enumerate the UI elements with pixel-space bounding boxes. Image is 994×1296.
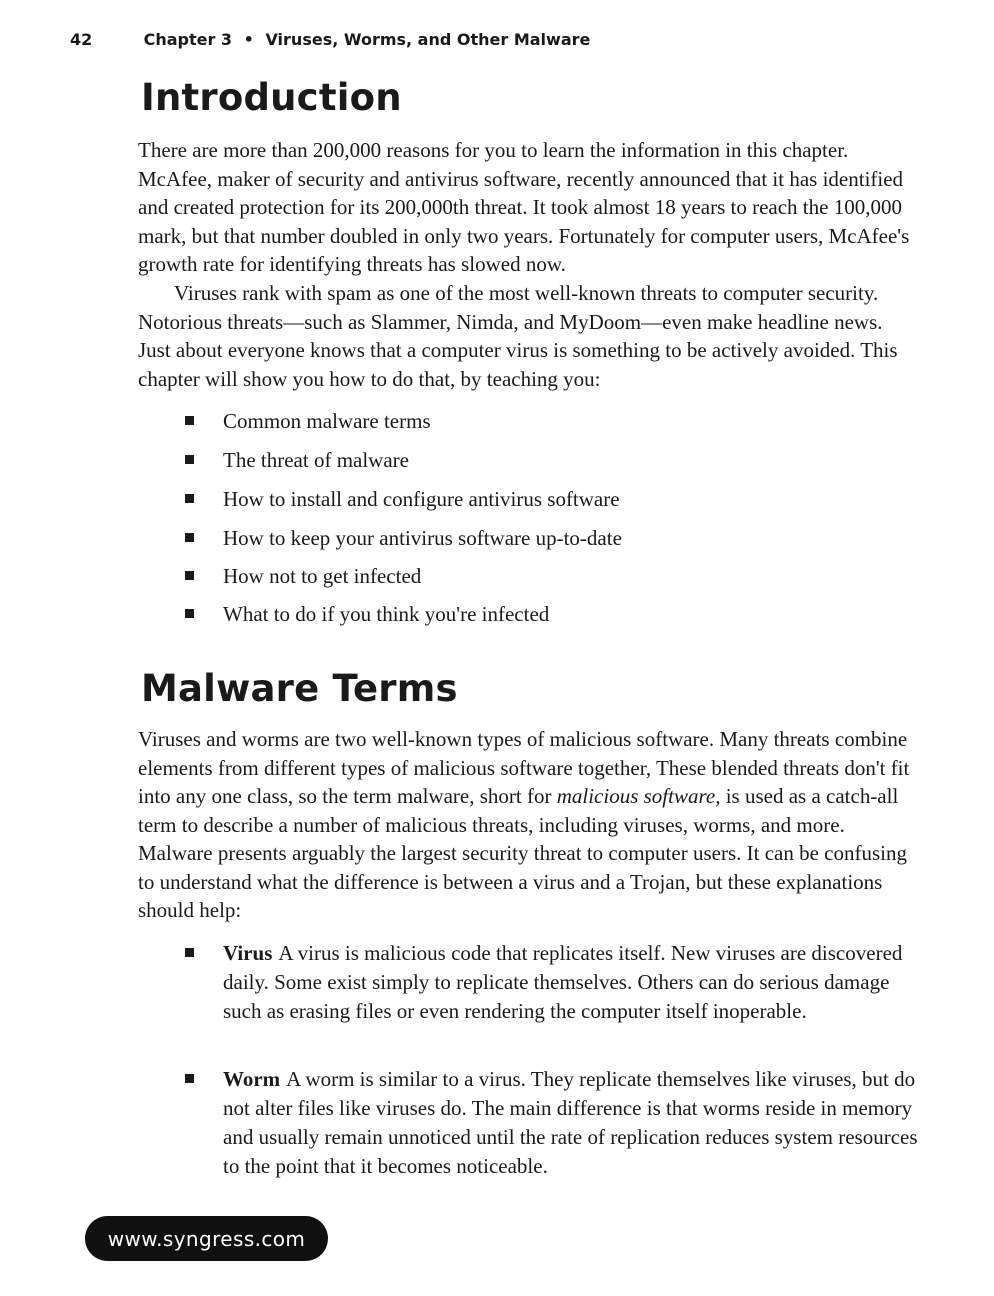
list-item-text: How to install and configure antivirus software bbox=[223, 487, 620, 511]
list-item-text: How not to get infected bbox=[223, 564, 422, 588]
list-item bbox=[185, 600, 925, 629]
intro-paragraph-1: There are more than 200,000 reasons for you to learn the information in this chapter. McAfee, maker of security and antivirus software, recently announced that it has identified and created protection for its 200,000th threat. It took almost 18 years to reach the 100,000 mark, but that number doubled in only two years. Fortunately for computer users, McAfee's growth rate for identifying threats has slowed now. bbox=[138, 138, 910, 276]
list-item-text: What to do if you think you're infected bbox=[223, 602, 550, 626]
section-heading-introduction: Introduction bbox=[141, 76, 402, 119]
definition-text: A virus is malicious code that replicates itself. New viruses are discovered daily. Some exist simply to replicate themselves. Others can do serious damage such as erasing files or even rendering the computer itself inoperable. bbox=[223, 941, 903, 1023]
publisher-url-badge: www.syngress.com bbox=[85, 1216, 328, 1261]
square-bullet-icon bbox=[185, 533, 194, 542]
square-bullet-icon bbox=[185, 416, 194, 425]
square-bullet-icon bbox=[185, 494, 194, 503]
definition-item-worm bbox=[185, 1065, 925, 1181]
page-number: 42 bbox=[70, 30, 93, 49]
intro-paragraph-2: Viruses rank with spam as one of the most well-known threats to computer security. Notorious threats—such as Slammer, Nimda, and MyDoom—even make headline news. Just about everyone knows that a computer virus is something to be actively avoided. This chapter will show you how to do that, by teaching you: bbox=[138, 281, 898, 391]
definition-item-virus bbox=[185, 939, 925, 1026]
list-item bbox=[185, 446, 925, 475]
square-bullet-icon bbox=[185, 948, 194, 957]
square-bullet-icon bbox=[185, 1074, 194, 1083]
list-item bbox=[185, 524, 925, 553]
list-item-text: How to keep your antivirus software up-to-date bbox=[223, 526, 622, 550]
chapter-title: Viruses, Worms, and Other Malware bbox=[265, 30, 591, 49]
definition-term: Virus bbox=[223, 941, 273, 965]
list-item-text: Common malware terms bbox=[223, 409, 431, 433]
chapter-label: Chapter 3 bbox=[143, 30, 233, 49]
running-head bbox=[70, 30, 930, 49]
square-bullet-icon bbox=[185, 571, 194, 580]
list-item bbox=[185, 562, 925, 591]
definition-term: Worm bbox=[223, 1067, 281, 1091]
bullet-separator: • bbox=[243, 30, 254, 49]
list-item-text: The threat of malware bbox=[223, 448, 409, 472]
list-item bbox=[185, 407, 925, 436]
square-bullet-icon bbox=[185, 455, 194, 464]
section-heading-malware-terms: Malware Terms bbox=[141, 667, 458, 710]
paragraph-text-after: is used as a catch-all term to describe a number of malicious threats, including viruses, worms, and more. Malware presents arguably the largest security threat to computer users. It can be confusing to understand what the difference is between a virus and a Trojan, but these explanations should help: bbox=[138, 784, 907, 922]
square-bullet-icon bbox=[185, 609, 194, 618]
list-item bbox=[185, 485, 925, 514]
definition-text: A worm is similar to a virus. They replicate themselves like viruses, but do not alter files like viruses do. The main difference is that worms reside in memory and usually remain unnoticed until the rate of replication reduces system resources to the point that it becomes noticeable. bbox=[223, 1067, 918, 1178]
paragraph-text-before: Viruses and worms are two well-known types of malicious software. Many threats combine elements from different types of malicious software together, These blended threats don't fit into any one class, so the term malware, short for bbox=[138, 727, 910, 808]
malware-terms-paragraph bbox=[138, 725, 920, 925]
paragraph-italic-term: malicious software, bbox=[556, 784, 721, 808]
